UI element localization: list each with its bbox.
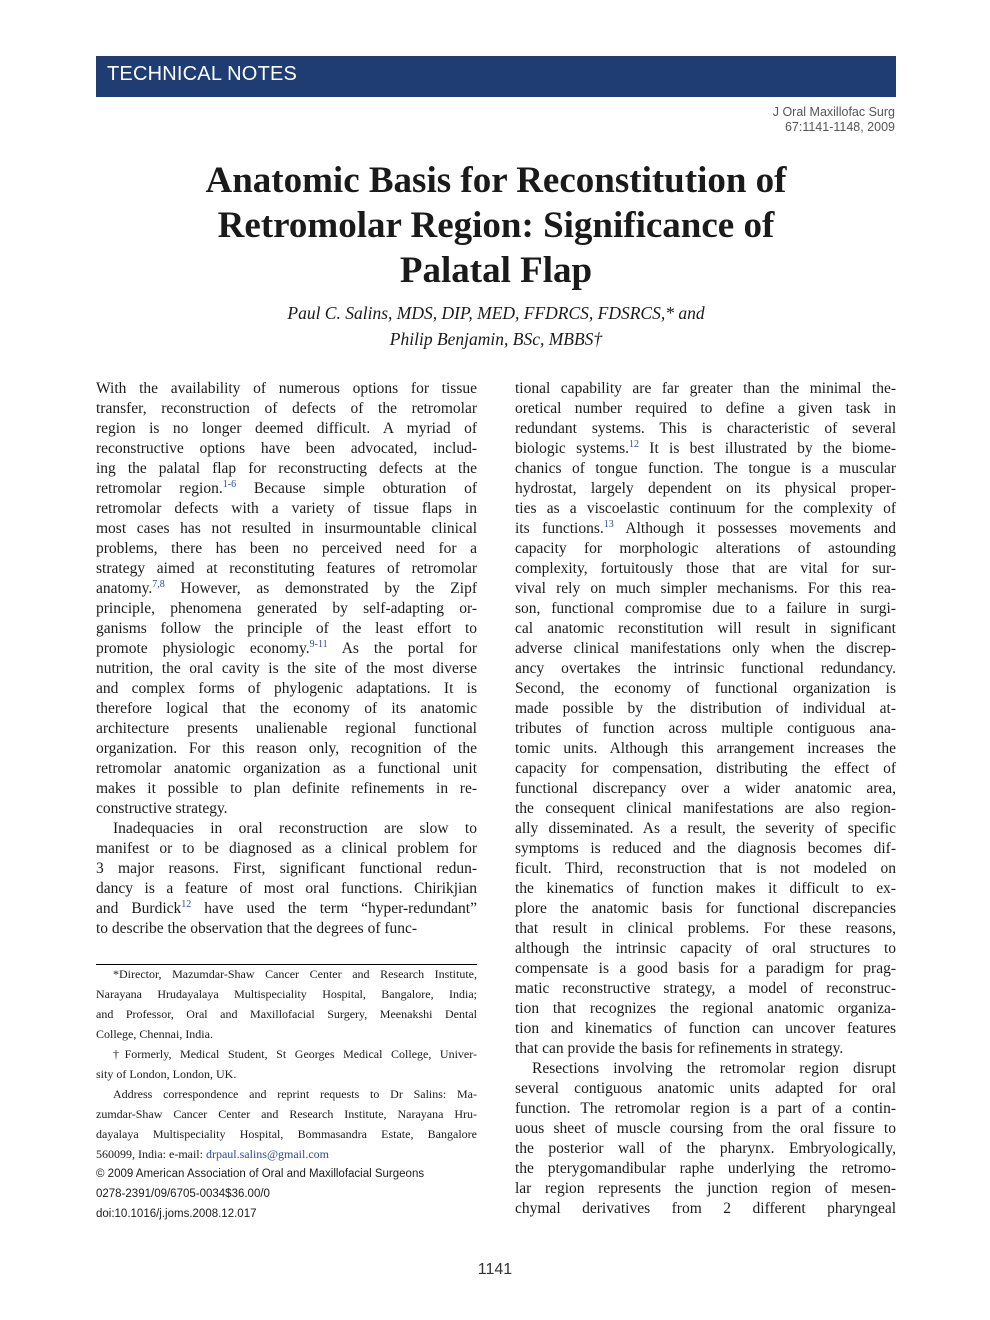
- text-line: architecture presents unalienable regional functional: [96, 720, 477, 737]
- text-line: manifest or to be diagnosed as a clinical problem for: [96, 840, 477, 857]
- footnote-line: Address correspondence and reprint requests to Dr Salins: Ma-: [113, 1087, 477, 1101]
- body-column-right: [515, 379, 896, 1219]
- text-line: chymal derivatives from 2 different pharyngeal: [515, 1200, 896, 1217]
- text-line: ancy overtakes the intrinsic functional redundancy.: [515, 660, 896, 677]
- text-line: compensate is a good basis for a paradigm for prag-: [515, 960, 896, 977]
- text-line: its functions.$^{13}$ Although it possesses movements and: [515, 518, 896, 537]
- copyright-line: © 2009 American Association of Oral and Maxillofacial Surgeons: [96, 1168, 425, 1180]
- text-line: Resections involving the retromolar region disrupt: [532, 1060, 896, 1077]
- text-line: tional capability are far greater than the minimal the-: [515, 380, 896, 397]
- text-line: organization. For this reason only, recognition of the: [96, 740, 477, 757]
- text-line: ganisms follow the principle of the least effort to: [96, 620, 477, 637]
- text-line: tributes of function across multiple contiguous ana-: [515, 720, 896, 737]
- text-line: uous sheet of muscle coursing from the oral fissure to: [515, 1120, 896, 1137]
- text-line: functional discrepancy over a wider anatomic area,: [515, 780, 896, 797]
- citation-ref[interactable]: 12: [629, 438, 640, 450]
- text-line: region is no longer deemed difficult. A myriad of: [96, 420, 477, 437]
- text-line: the pterygomandibular raphe underlying the retromo-: [515, 1160, 896, 1177]
- text-line: most cases has not resulted in insurmountable clinical: [96, 520, 477, 537]
- text-line: oretical number required to define a given task in: [515, 400, 896, 417]
- text-line: adverse clinical manifestations only when the discrep-: [515, 640, 896, 657]
- text-line: nutrition, the oral cavity is the site of the most diverse: [96, 660, 477, 677]
- text-line: ing the palatal flap for reconstructing defects at the: [96, 460, 477, 477]
- text-line: tion and kinematics of function can uncover features: [515, 1020, 896, 1037]
- text-line: therefore logical that the economy of its anatomic: [96, 700, 477, 717]
- text-line: promote physiologic economy.$^{9-11}$ As the portal for: [96, 638, 477, 657]
- text-line: hydrostat, largely dependent on its physical proper-: [515, 480, 896, 497]
- author-line: Paul C. Salins, MDS, DIP, MED, FFDRCS, FDSRCS,* and: [287, 303, 705, 323]
- text-line: dancy is a feature of most oral functions. Chirikjian: [96, 880, 477, 897]
- text-line: to describe the observation that the degrees of func-: [96, 920, 418, 937]
- copyright-line: doi:10.1016/j.joms.2008.12.017: [96, 1208, 257, 1220]
- text-line: function. The retromolar region is a part of a contin-: [515, 1100, 896, 1117]
- page-number: 1141: [477, 1261, 513, 1278]
- text-line: retromolar anatomic organization as a functional unit: [96, 760, 477, 777]
- text-line: several contiguous anatomic units adapted for oral: [515, 1080, 896, 1097]
- text-line: lar region represents the junction region of mesen-: [515, 1180, 896, 1197]
- article-title: [96, 158, 896, 293]
- author-list: [96, 300, 896, 352]
- text-line: the posterior wall of the pharynx. Embryologically,: [515, 1140, 896, 1157]
- text-line: Inadequacies in oral reconstruction are slow to: [113, 820, 477, 837]
- text-line: made possible by the distribution of individual at-: [515, 700, 896, 717]
- journal-reference: [773, 105, 895, 135]
- journal-volume: 67:1141-1148, 2009: [784, 120, 895, 134]
- text-line: plore the anatomic basis for functional discrepancies: [515, 900, 896, 917]
- text-line: the consequent clinical manifestations are also region-: [515, 800, 896, 817]
- text-line: the kinematics of function makes it difficult to ex-: [515, 880, 896, 897]
- footnote-line: Narayana Hrudayalaya Multispeciality Hospital, Bangalore, India;: [96, 987, 477, 1001]
- text-line: principle, phenomena generated by self-adapting or-: [96, 600, 477, 617]
- text-line: constructive strategy.: [96, 800, 228, 817]
- footnote-line: dayalaya Multispeciality Hospital, Bommasandra Estate, Bangalore: [96, 1127, 477, 1141]
- text-line: retromolar region.$^{1-6}$ Because simple obturation of: [96, 478, 478, 497]
- text-line: and complex forms of phylogenic adaptations. It is: [96, 680, 477, 697]
- text-line: 3 major reasons. First, significant functional redun-: [96, 860, 477, 877]
- text-line: redundant systems. This is characteristic of several: [515, 420, 896, 437]
- text-line: although the intrinsic capacity of oral structures to: [515, 940, 896, 957]
- text-line: and Burdick$^{12}$ have used the term “hyper-redundant”: [96, 898, 477, 917]
- title-line: Retromolar Region: Significance of: [217, 205, 775, 246]
- text-line: anatomy.$^{7,8}$ However, as demonstrated by the Zipf: [96, 578, 477, 597]
- text-line: reconstructive options have been advocated, includ-: [96, 440, 477, 457]
- text-line: Second, the economy of functional organization is: [515, 680, 896, 697]
- text-line: capacity for morphologic alterations of astounding: [515, 540, 896, 557]
- text-line: transfer, reconstruction of defects of the retromolar: [96, 400, 477, 417]
- text-line: matic reconstructive strategy, a model of reconstruc-: [515, 980, 896, 997]
- text-line: chanics of tongue function. The tongue is a muscular: [515, 460, 896, 477]
- email-link[interactable]: drpaul.salins@gmail.com: [205, 1147, 330, 1161]
- footnote-line: †Formerly, Medical Student, St Georges Medical College, Univer-: [113, 1047, 477, 1061]
- copyright-line: 0278-2391/09/6705-0034$36.00/0: [96, 1188, 270, 1200]
- footnote-line: 560099, India: e-mail: drpaul.salins@gmail.com: [96, 1147, 330, 1161]
- citation-ref[interactable]: 12: [181, 898, 192, 910]
- text-line: complexity, fortuitously those that are vital for sur-: [515, 560, 896, 577]
- text-line: biologic systems.$^{12}$ It is best illustrated by the biome-: [515, 438, 896, 457]
- text-line: problems, there has been no perceived need for a: [96, 540, 477, 557]
- footnote-line: and Professor, Oral and Maxillofacial Surgery, Meenakshi Dental: [96, 1007, 477, 1021]
- section-label: TECHNICAL NOTES: [107, 63, 298, 85]
- citation-ref[interactable]: 9-11: [309, 638, 328, 650]
- footnote-line: sity of London, London, UK.: [96, 1067, 237, 1081]
- text-line: strategy aimed at reconstituting features of retromolar: [96, 560, 477, 577]
- citation-ref[interactable]: 7,8: [152, 578, 165, 590]
- text-line: retromolar defects with a variety of tissue flaps in: [96, 500, 477, 517]
- text-line: ally disseminated. As a result, the severity of specific: [515, 820, 896, 837]
- text-line: symptoms is reduced and the diagnosis becomes dif-: [515, 840, 896, 857]
- section-banner: [96, 56, 896, 97]
- footnote-line: *Director, Mazumdar-Shaw Cancer Center and Research Institute,: [113, 967, 477, 981]
- text-line: that result in clinical problems. For these reasons,: [515, 920, 896, 937]
- author-line: Philip Benjamin, BSc, MBBS†: [389, 329, 603, 349]
- text-line: ficult. Third, reconstruction that is not modeled on: [515, 860, 896, 877]
- journal-name: J Oral Maxillofac Surg: [772, 105, 895, 119]
- text-line: With the availability of numerous options for tissue: [96, 380, 477, 397]
- body-column-left: [96, 379, 477, 939]
- text-line: ties as a viscoelastic continuum for the complexity of: [515, 500, 896, 517]
- text-line: makes it possible to plan definite refinements in re-: [96, 780, 477, 797]
- text-line: son, functional compromise due to a failure in surgi-: [515, 600, 896, 617]
- text-line: vival rely on much simpler mechanisms. For this rea-: [515, 580, 896, 597]
- text-line: tomic units. Although this arrangement increases the: [515, 740, 896, 757]
- citation-ref[interactable]: 1-6: [222, 478, 237, 490]
- text-line: capacity for compensation, distributing the effect of: [515, 760, 896, 777]
- title-line: Palatal Flap: [399, 250, 593, 291]
- text-line: tion that recognizes the regional anatomic organiza-: [515, 1000, 896, 1017]
- footnotes: [96, 964, 477, 1224]
- citation-ref[interactable]: 13: [603, 518, 614, 530]
- text-line: that can provide the basis for refinements in strategy.: [515, 1040, 844, 1057]
- text-line: cal anatomic reconstitution will result in significant: [515, 620, 896, 637]
- title-line: Anatomic Basis for Reconstitution of: [205, 160, 787, 201]
- footnote-line: zumdar-Shaw Cancer Center and Research Institute, Narayana Hru-: [96, 1107, 477, 1121]
- footnote-line: College, Chennai, India.: [96, 1027, 213, 1041]
